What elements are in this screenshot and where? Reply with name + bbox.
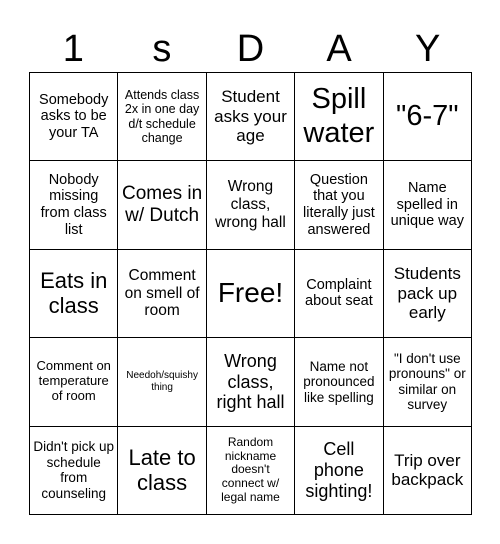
bingo-cell-r1c5[interactable] (384, 73, 472, 161)
cell-text: Name spelled in unique way (390, 180, 464, 230)
free-space-label: Free! (217, 277, 284, 309)
cell-text: Eats in class (40, 268, 108, 319)
cell-text: Question that you literally just answered (303, 171, 375, 238)
header-letter-2: s (152, 28, 172, 70)
bingo-cell-r1c2[interactable] (118, 73, 206, 161)
bingo-cell-r3c4[interactable] (295, 250, 383, 338)
bingo-cell-r2c3[interactable] (207, 161, 295, 249)
cell-text: Wrong class, right hall (216, 350, 285, 413)
cell-text: Trip over backpack (391, 450, 464, 490)
bingo-cell-r4c1[interactable] (30, 338, 118, 426)
header-letter-3: D (236, 28, 265, 70)
bingo-cell-r5c2[interactable] (118, 427, 206, 515)
bingo-cell-r5c5[interactable] (384, 427, 472, 515)
bingo-cell-r3c3[interactable] (207, 250, 295, 338)
cell-text: Nobody missing from class list (40, 171, 107, 238)
header-letter-5: Y (415, 28, 441, 70)
bingo-cell-r5c1[interactable] (30, 427, 118, 515)
header-letter-4: A (326, 28, 352, 70)
cell-text: Somebody asks to be your TA (39, 91, 109, 142)
bingo-cell-r3c1[interactable] (30, 250, 118, 338)
bingo-cell-r5c3[interactable] (207, 427, 295, 515)
bingo-header (29, 26, 472, 72)
bingo-cell-r1c1[interactable] (30, 73, 118, 161)
bingo-cell-r4c5[interactable] (384, 338, 472, 426)
cell-text: Attends class 2x in one day d/t schedule change (124, 87, 200, 146)
cell-text: Wrong class, wrong hall (215, 178, 286, 231)
cell-text: "I don't use pronouns" or similar on survey (388, 350, 466, 413)
bingo-cell-r4c3[interactable] (207, 338, 295, 426)
bingo-cell-r4c4[interactable] (295, 338, 383, 426)
cell-text: Random nickname doesn't connect w/ legal name (221, 434, 280, 504)
bingo-cell-r2c2[interactable] (118, 161, 206, 249)
bingo-cell-r4c2[interactable] (118, 338, 206, 426)
cell-text: Students pack up early (393, 264, 461, 323)
cell-text: Spill water (303, 83, 375, 149)
bingo-cell-r5c4[interactable] (295, 427, 383, 515)
bingo-cell-r2c5[interactable] (384, 161, 472, 249)
cell-text: Student asks your age (214, 87, 287, 146)
cell-text: Name not pronounced like spelling (303, 358, 375, 405)
cell-text: Comes in w/ Dutch (121, 183, 203, 227)
bingo-cell-r1c4[interactable] (295, 73, 383, 161)
cell-text: "6-7" (396, 100, 459, 133)
cell-text: Needoh/squishy thing (126, 370, 198, 393)
bingo-cell-r2c1[interactable] (30, 161, 118, 249)
cell-text: Late to class (128, 445, 196, 496)
bingo-cell-r2c4[interactable] (295, 161, 383, 249)
cell-text: Didn't pick up schedule from counseling (33, 439, 114, 501)
cell-text: Comment on temperature of room (36, 358, 111, 404)
cell-text: Comment on smell of room (124, 266, 200, 320)
header-letter-1: 1 (62, 28, 84, 70)
bingo-board (29, 72, 472, 515)
bingo-cell-r3c2[interactable] (118, 250, 206, 338)
cell-text: Complaint about seat (305, 276, 373, 310)
bingo-cell-r1c3[interactable] (207, 73, 295, 161)
bingo-cell-r3c5[interactable] (384, 250, 472, 338)
cell-text: Cell phone sighting! (305, 439, 373, 501)
